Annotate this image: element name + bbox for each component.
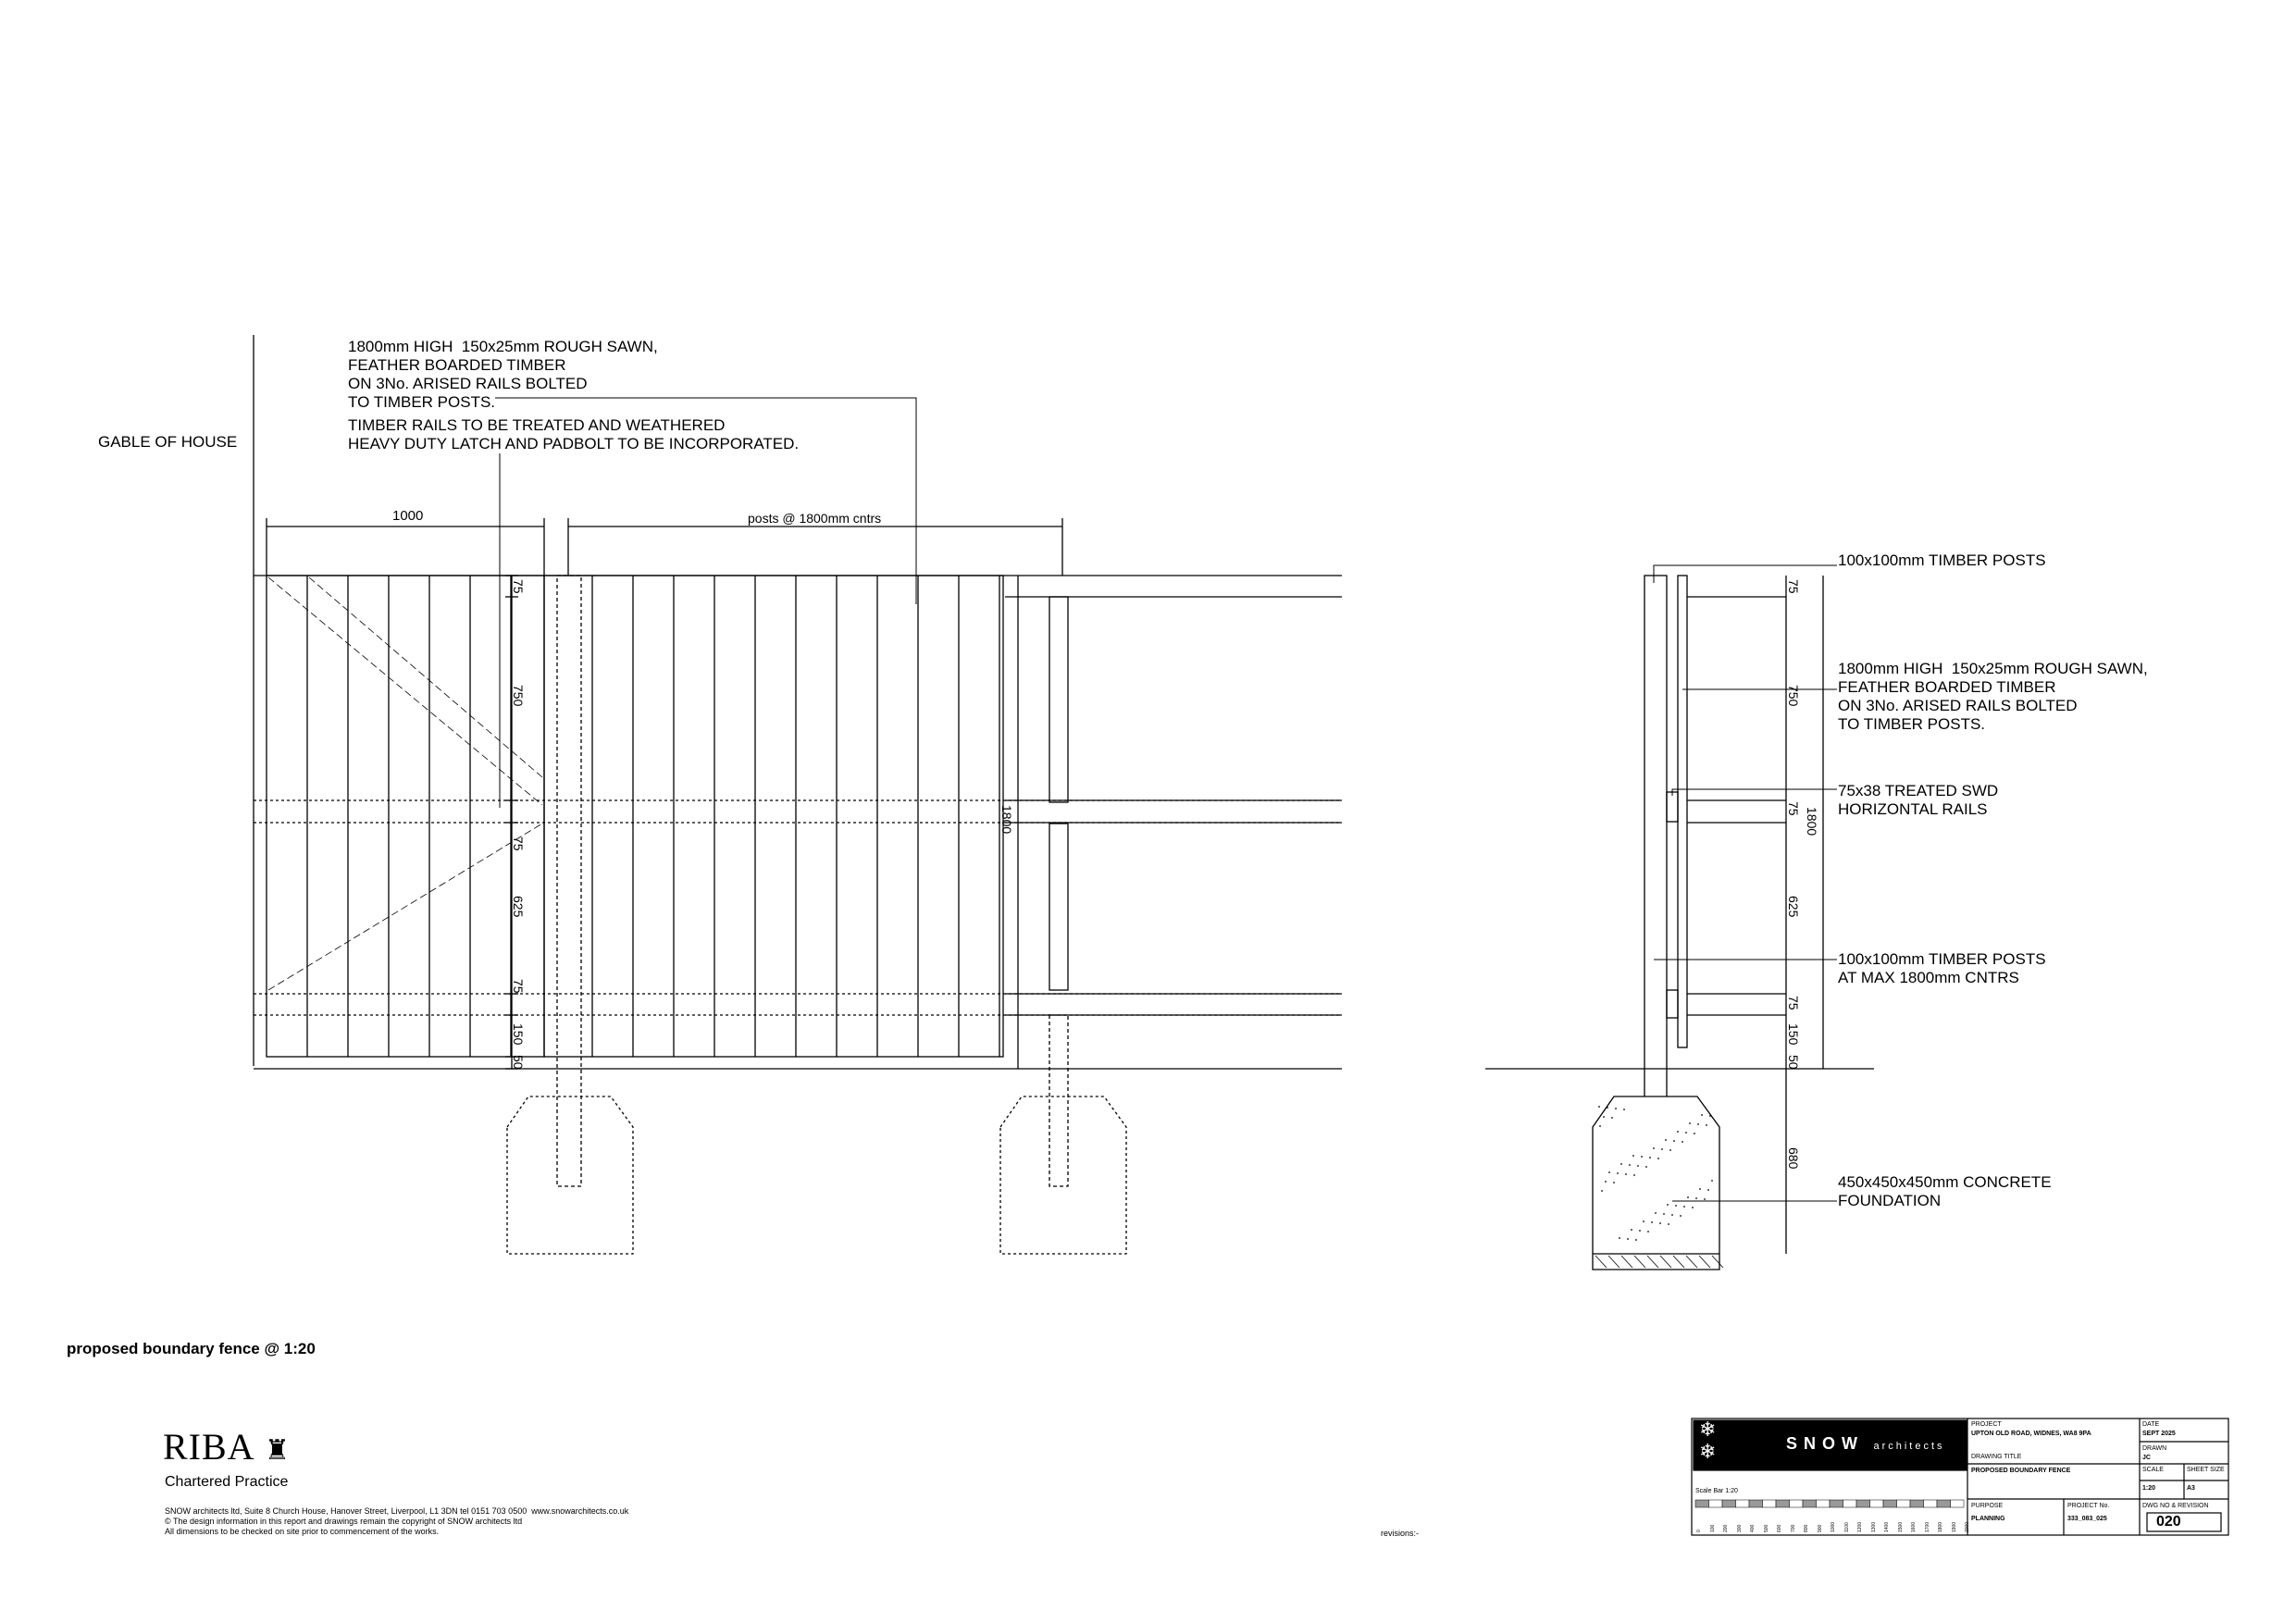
footer-line: SNOW architects ltd, Suite 8 Church House, Hanover Street, Liverpool, L1 3DN tel 0151 703 0500 www.snowarchitects.co.uk [165,1506,629,1516]
section-posts-max-note [1838,950,2046,987]
section-foundation-note [1838,1173,2052,1210]
scale-tick-label: 1000 [1831,1521,1836,1532]
fence-section [1485,565,1874,1270]
boards-line: 1800mm HIGH 150x25mm ROUGH SAWN, [1838,660,2148,677]
rails-line: 75x38 TREATED SWD [1838,782,1999,799]
firm-footer [165,1506,628,1537]
purpose-label: PURPOSE [1971,1503,2004,1509]
firm-logo [1786,1434,1945,1454]
firm-brand: SNOW [1786,1434,1864,1453]
note-line: HEAVY DUTY LATCH AND PADBOLT TO BE INCORPORATED. [348,435,800,452]
spec-line: 1800mm HIGH 150x25mm ROUGH SAWN, [348,338,658,355]
drawn-label: DRAWN [2142,1445,2167,1452]
scale-bar-label: Scale Bar 1:20 [1695,1488,1738,1494]
dim-front-height: 1800 [999,805,1014,835]
section-boards-note [1838,660,2148,734]
scale-tick-label: 1900 [1951,1521,1957,1532]
posts-max-line: AT MAX 1800mm CNTRS [1838,969,2019,986]
foundation-line: FOUNDATION [1838,1192,1942,1209]
boards-line: ON 3No. ARISED RAILS BOLTED [1838,697,2078,714]
scale-tick-label: 200 [1723,1524,1729,1532]
foundation-line: 450x450x450mm CONCRETE [1838,1173,2052,1191]
snowflake-icon: ❄ ❄ [1699,1418,1717,1463]
dim-gate-width: 1000 [392,508,424,524]
note-line: TIMBER RAILS TO BE TREATED AND WEATHERED [348,416,726,434]
riba-wordmark: RIBA [163,1426,255,1468]
scale-tick-label: 700 [1790,1524,1796,1532]
footer-line: © The design information in this report and drawings remain the copyright of SNOW architects ltd [165,1517,523,1526]
drawing-title: proposed boundary fence @ 1:20 [67,1340,316,1357]
section-rails-note [1838,782,1998,819]
project-no-label: PROJECT No. [2067,1503,2110,1509]
front-dim-150: 150 [511,1023,526,1046]
section-dim-75: 75 [1786,996,1801,1010]
scale-tick-label: 1400 [1884,1521,1890,1532]
drawing-title-label: DRAWING TITLE [1971,1454,2022,1460]
section-posts-label: 100x100mm TIMBER POSTS [1838,551,2046,569]
front-elevation [254,335,1342,1254]
front-spec-note [348,338,658,412]
scale-tick-label: 0 [1696,1530,1702,1532]
riba-subtitle: Chartered Practice [165,1474,289,1490]
scale-tick-label: 100 [1709,1524,1716,1532]
dim-post-spacing: posts @ 1800mm cntrs [748,511,882,526]
scale-tick-label: 1700 [1924,1521,1930,1532]
scale-label: SCALE [2142,1467,2164,1473]
scale-tick-label: 1100 [1843,1522,1850,1532]
scale-tick-label: 600 [1777,1524,1782,1532]
spec-line: FEATHER BOARDED TIMBER [348,356,566,374]
front-dim-75: 75 [511,836,526,851]
dwg-value: 020 [2156,1514,2181,1530]
scale-tick-label: 400 [1750,1524,1756,1532]
front-dim-75: 75 [511,579,526,594]
scale-tick-label: 1200 [1857,1521,1863,1532]
riba-crest-icon: ♜ [265,1434,290,1467]
scale-value: 1:20 [2142,1485,2156,1492]
scale-tick-label: 1300 [1870,1521,1877,1532]
section-dim-750: 750 [1786,685,1801,707]
rails-line: HORIZONTAL RAILS [1838,800,1988,818]
revision-note: revisions:- [1381,1529,1420,1538]
scale-tick-label: 500 [1763,1524,1769,1532]
drawn-value: JC [2142,1455,2151,1461]
date-label: DATE [2142,1421,2160,1428]
fence-boards [592,576,999,1057]
front-dim-750: 750 [511,685,526,707]
boards-line: TO TIMBER POSTS. [1838,715,1986,733]
firm-word: architects [1873,1441,1945,1452]
scale-tick-label: 1600 [1911,1521,1917,1532]
boards-line: FEATHER BOARDED TIMBER [1838,678,2056,696]
gable-label: GABLE OF HOUSE [98,433,238,451]
dwg-label: DWG NO & REVISION [2142,1503,2209,1509]
scale-tick-label: 800 [1804,1524,1809,1532]
project-label: PROJECT [1971,1421,2002,1428]
section-dim-680: 680 [1786,1147,1801,1170]
scale-tick-label: 2000 [1965,1521,1970,1532]
scale-tick-label: 1800 [1938,1521,1943,1532]
date-value: SEPT 2025 [2142,1431,2176,1437]
dim-section-height: 1800 [1805,807,1819,836]
spec-line: ON 3No. ARISED RAILS BOLTED [348,375,588,392]
front-dim-625: 625 [511,896,526,918]
project-no-value: 333_083_025 [2067,1516,2107,1522]
section-dim-625: 625 [1786,896,1801,918]
front-treatment-note [348,416,799,453]
spec-line: TO TIMBER POSTS. [348,393,496,411]
section-dim-75: 75 [1786,801,1801,816]
posts-max-line: 100x100mm TIMBER POSTS [1838,950,2046,968]
front-dim-75: 75 [511,979,526,994]
drawing-title-value: PROPOSED BOUNDARY FENCE [1971,1468,2071,1474]
footer-line: All dimensions to be checked on site prior to commencement of the works. [165,1527,440,1536]
scale-tick-label: 300 [1736,1524,1743,1532]
scale-tick-label: 900 [1817,1524,1823,1532]
project-value: UPTON OLD ROAD, WIDNES, WA8 9PA [1971,1431,2091,1437]
section-dim-75: 75 [1786,579,1801,594]
section-dim-50: 50 [1786,1055,1801,1070]
purpose-value: PLANNING [1971,1516,2005,1522]
gate-boards [307,576,511,1057]
sheet-size-label: SHEET SIZE [2187,1467,2225,1473]
scale-tick-label: 1500 [1897,1521,1904,1532]
riba-logo [163,1425,290,1468]
sheet-size-value: A3 [2187,1485,2195,1492]
section-dim-150: 150 [1786,1023,1801,1046]
front-dim-50: 50 [511,1055,526,1070]
